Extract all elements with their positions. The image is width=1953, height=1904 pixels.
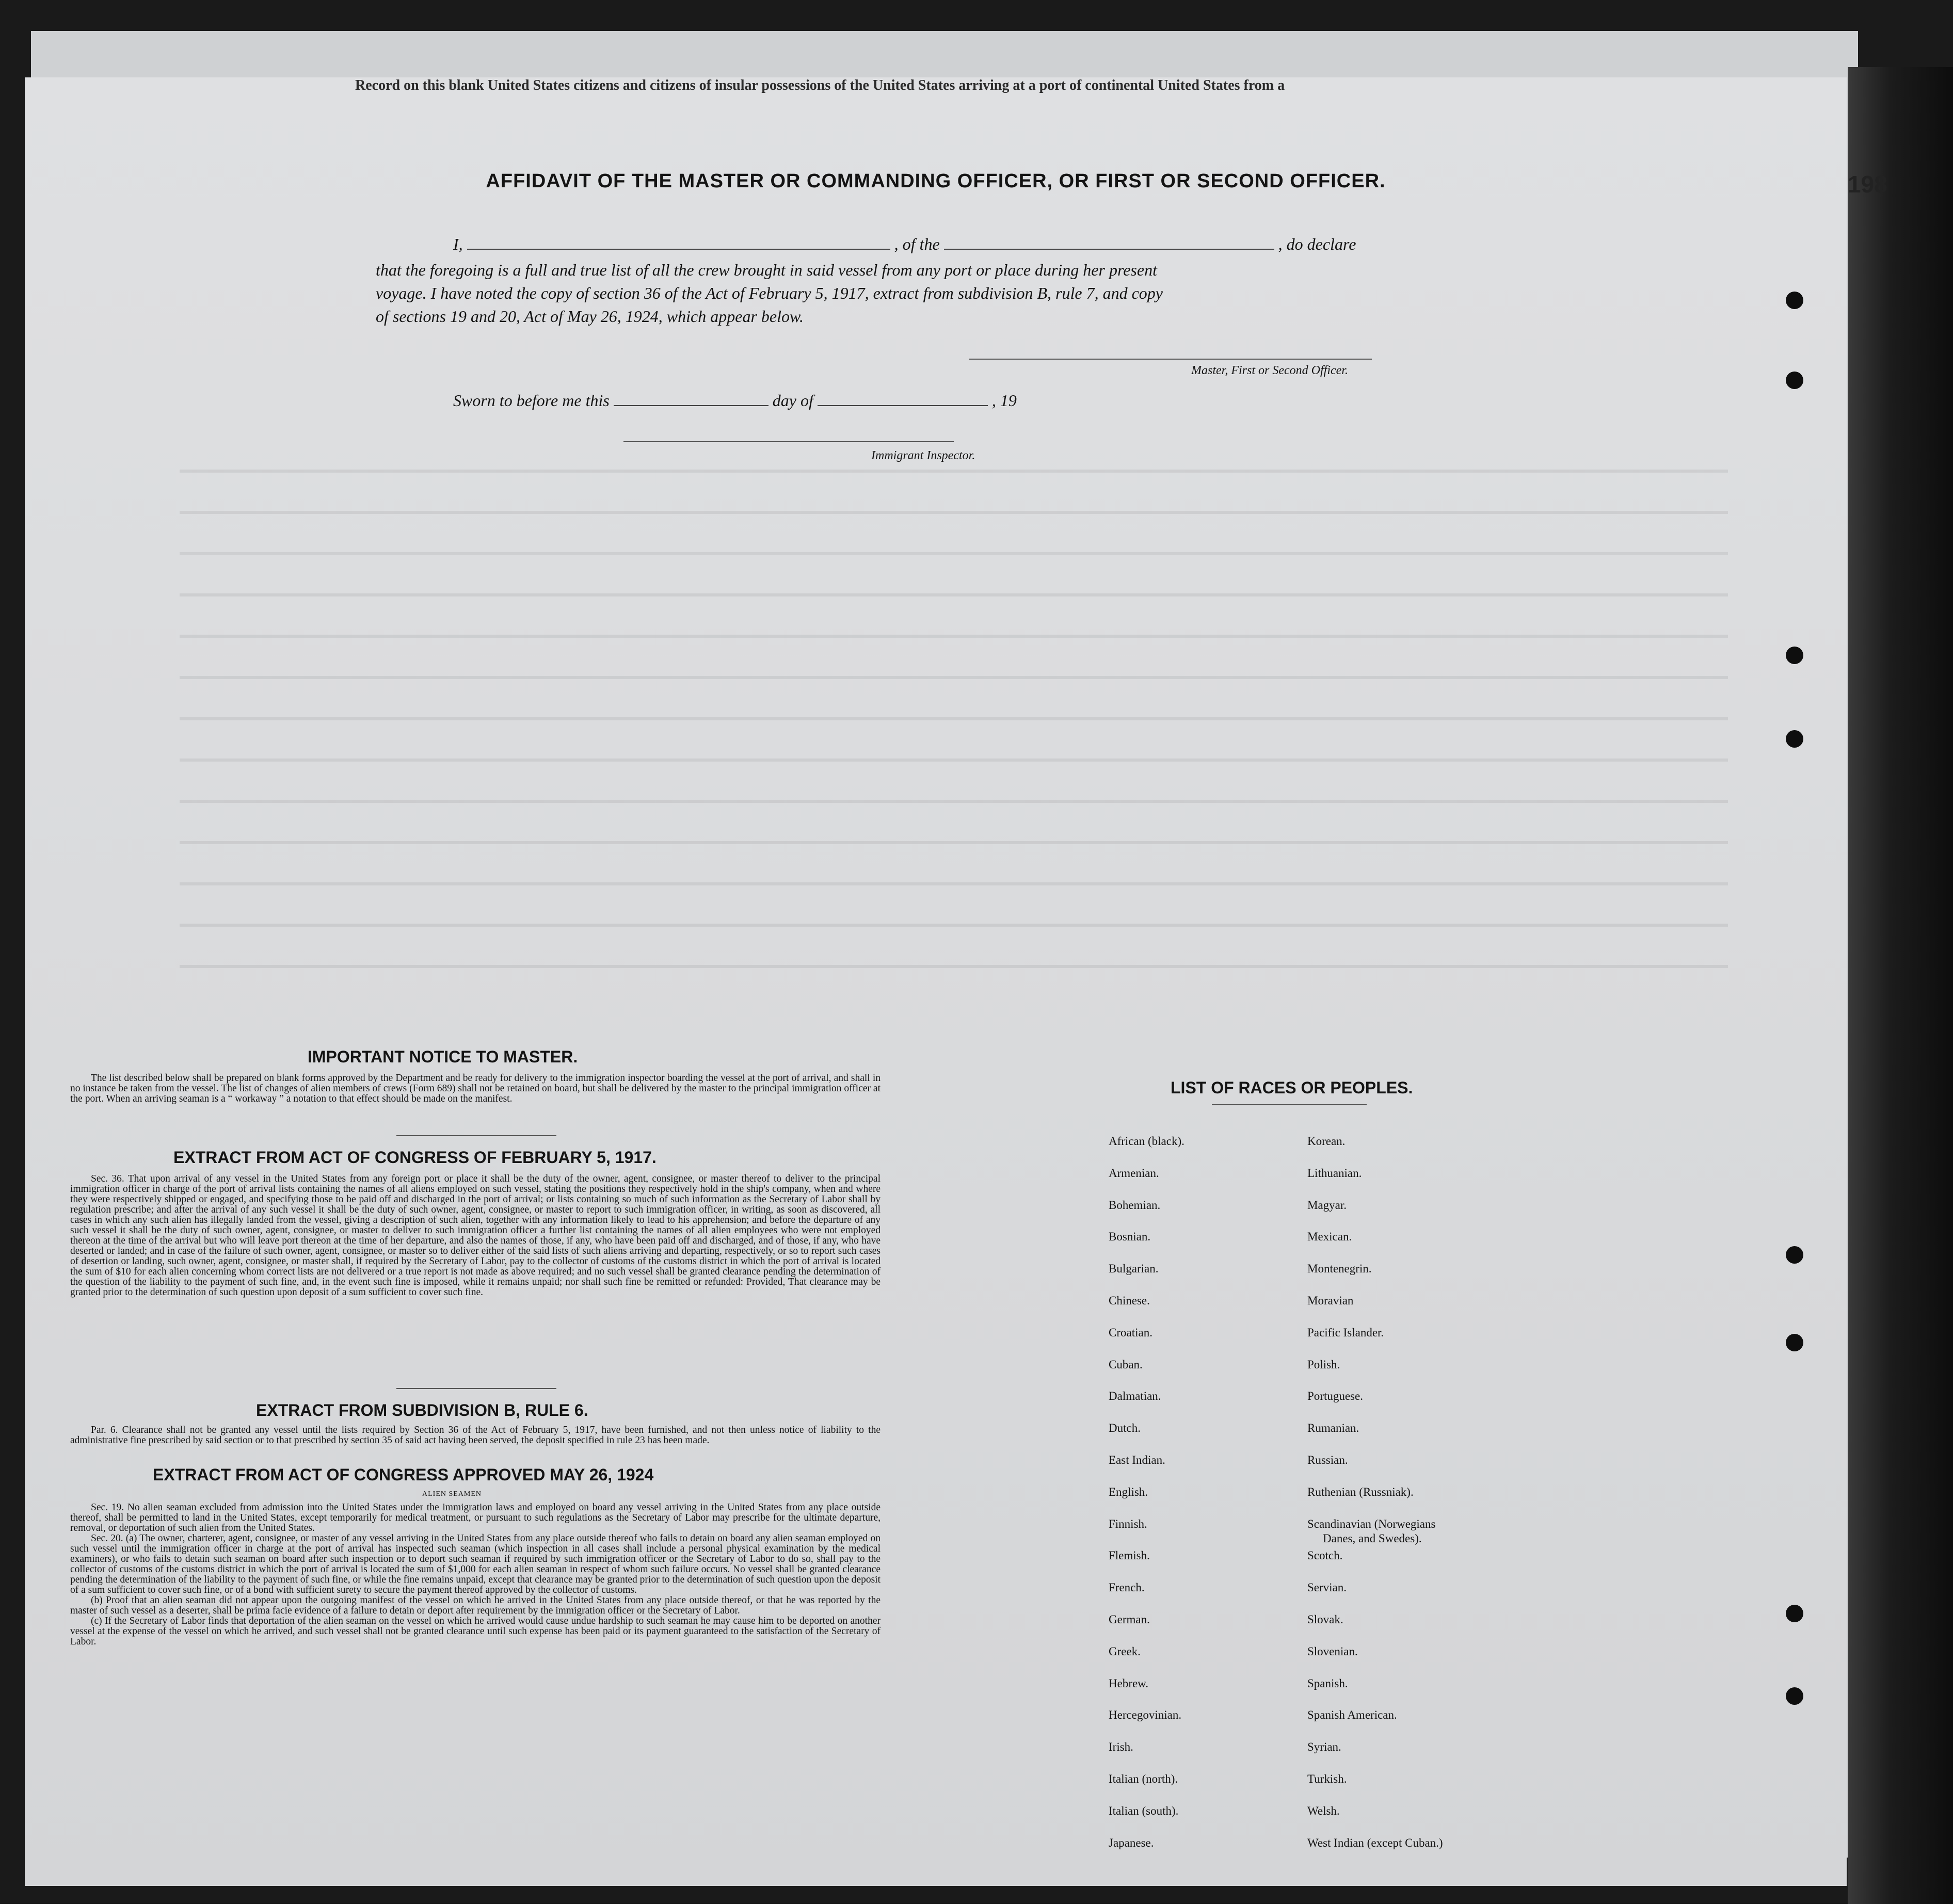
race-item: Armenian. xyxy=(1109,1166,1159,1180)
officer-caption: Master, First or Second Officer. xyxy=(1191,364,1348,377)
ghost-row xyxy=(180,470,1728,473)
race-item: East Indian. xyxy=(1109,1454,1165,1466)
extract-1924-body xyxy=(70,1503,881,1647)
race-item: Mexican. xyxy=(1307,1230,1352,1244)
sworn-text: Sworn to before me this xyxy=(453,391,610,410)
affidavit-title: AFFIDAVIT OF THE MASTER OR COMMANDING OFFICER, OR FIRST OR SECOND OFFICER. xyxy=(486,170,1386,192)
affidavit-line4: of sections 19 and 20, Act of May 26, 1924, which appear below. xyxy=(376,307,804,326)
sec20a-text: Sec. 20. (a) The owner, charterer, agent, consignee, or master of any vessel arriving in the United States from any place outside thereof who fails to detain on board any alien seaman employed on such vessel until the immigration officer in charge at the port of arrival has inspected such seaman (which inspection in all cases shall include a personal physical examination by the medical examiners), or who fails to detain such seaman on board after such inspection or to deport such seaman if required by such immigration officer or the Secretary of Labor to do so, shall pay to the collector of customs of the customs district in which the port of arrival is located the sum of $1,000 for each alien seaman in respect of whom such failure occurs. No vessel shall be granted clearance pending the determination of the liability to the payment of such fine, or while the fine remains unpaid, except that clearance may be granted prior to the determination of such question upon the deposit of a sum sufficient to cover such fine, or of a bond with sufficient surety to secure the payment thereof approved by the collector of customs. xyxy=(70,1533,881,1595)
header-strip: Record on this blank United States citizens and citizens of insular possessions of the United States arriving at a port of continental United States from a xyxy=(355,77,1285,93)
ghost-row xyxy=(180,924,1728,927)
notice-text: The list described below shall be prepared on blank forms approved by the Department and be ready for delivery to the immigration inspector boarding the vessel at the port of arrival, and shall in no instance be taken from the vessel. The list of changes of alien members of crews (Form 689) shall not be retained on board, but shall be delivered by the master to the principal immigration officer at the port. When an arriving seaman is a “ workaway ” a notation to that effect should be made on the manifest. xyxy=(70,1073,881,1104)
punch-hole xyxy=(1786,1687,1803,1705)
affidavit-line2: that the foregoing is a full and true list of all the crew brought in said vessel from any port or place during her present xyxy=(376,261,1157,279)
race-item: Bohemian. xyxy=(1109,1198,1161,1212)
notice-title: IMPORTANT NOTICE TO MASTER. xyxy=(308,1047,578,1066)
race-item: Irish. xyxy=(1109,1740,1133,1754)
race-item: Slovak. xyxy=(1307,1613,1343,1626)
sworn-month-blank xyxy=(818,392,988,406)
race-item: Welsh. xyxy=(1307,1804,1340,1817)
race-item: Slovenian. xyxy=(1307,1644,1358,1658)
race-item: Magyar. xyxy=(1307,1198,1347,1212)
race-item: Bulgarian. xyxy=(1109,1262,1159,1276)
par6-text: Par. 6. Clearance shall not be granted any vessel until the lists required by Section 36 of the Act of February 5, 1917, have been furnished, and not then unless notice of liability to the administrative fine prescribed by said section or to that prescribed by section 35 of said act having been served, the deposit specified in rule 23 has been made. xyxy=(70,1425,881,1446)
ghost-row xyxy=(180,552,1728,555)
punch-hole xyxy=(1786,292,1803,309)
extract-rule6-body xyxy=(70,1425,881,1446)
race-item: German. xyxy=(1109,1613,1150,1626)
inspector-signature-line xyxy=(623,441,954,442)
race-item: Croatian. xyxy=(1109,1326,1152,1339)
affidavit-line3: voyage. I have noted the copy of section 36 of the Act of February 5, 1917, extract from subdivision B, rule 7, and copy xyxy=(376,284,1163,302)
ghost-row xyxy=(180,635,1728,638)
race-item: Servian. xyxy=(1307,1581,1347,1594)
race-item: Spanish. xyxy=(1307,1676,1348,1690)
affidavit-line1 xyxy=(453,235,1356,254)
sworn-line xyxy=(453,391,1017,410)
ghost-row xyxy=(180,965,1728,968)
races-divider xyxy=(1212,1104,1367,1105)
race-item: Dalmatian. xyxy=(1109,1390,1161,1403)
punch-hole xyxy=(1786,647,1803,664)
name-blank xyxy=(467,235,890,250)
ghost-row xyxy=(180,800,1728,803)
divider xyxy=(396,1135,556,1136)
race-item: Japanese. xyxy=(1109,1836,1154,1849)
punch-hole xyxy=(1786,730,1803,748)
race-item: Scandinavian (Norwegians xyxy=(1307,1517,1436,1530)
notice-body xyxy=(70,1073,881,1104)
extract-1917-body xyxy=(70,1174,881,1298)
ghost-row xyxy=(180,593,1728,596)
race-item: Rumanian. xyxy=(1307,1422,1359,1435)
race-item: Flemish. xyxy=(1109,1549,1150,1562)
race-item: French. xyxy=(1109,1581,1145,1594)
race-item: Greek. xyxy=(1109,1644,1141,1658)
ghost-row xyxy=(180,717,1728,720)
sec36-text: Sec. 36. That upon arrival of any vessel in the United States from any foreign port or place it shall be the duty of the owner, agent, consignee, or master thereof to deliver to the principal immigration officer in charge of the port of arrival lists containing the names of all aliens employed on such vessel, stating the positions they respectively hold in the ship's company, when and where they were respectively shipped or engaged, and specifying those to be paid off and discharged in the port of arrival; or lists containing so much of such information as the Secretary of Labor shall by regulation prescribe; and after the arrival of any such vessel it shall be the duty of such owner, agent, consignee, or master to report to such immigration officer, in writing, as soon as discovered, all cases in which any such alien has illegally landed from the vessel, giving a description of such alien, together with any information likely to lead to his apprehension; and before the departure of any such vessel it shall be the duty of such owner, agent, consignee, or master to deliver to such immigration officer a further list containing the names of all alien employees who were not employed thereon at the time of the arrival but who will leave port thereon at the time of her departure, and also the names of those, if any, who have been paid off and discharged, and of those, if any, who have deserted or landed; and in case of the failure of such owner, agent, consignee, or master so to deliver either of the said lists of such aliens arriving and departing, respectively, or so to report such cases of desertion or landing, such owner, agent, consignee, or master shall, if required by the Secretary of Labor, pay to the collector of customs of the customs district in which the port of arrival is located the sum of $10 for each alien concerning whom correct lists are not delivered or a true report is not made as above required; and no such vessel shall be granted clearance pending the determination of the question of the liability to the payment of such fine, and, in the event such fine is imposed, while it remains unpaid; nor shall such fine be remitted or refunded: Provided, That clearance may be granted prior to the determination of such question upon deposit of a sum sufficient to cover such fine. xyxy=(70,1173,881,1298)
race-item: Portuguese. xyxy=(1307,1390,1363,1403)
punch-hole xyxy=(1786,1246,1803,1264)
race-item: Italian (south). xyxy=(1109,1804,1179,1817)
extract-1917-title: EXTRACT FROM ACT OF CONGRESS OF FEBRUARY 5, 1917. xyxy=(173,1148,657,1167)
ghost-row xyxy=(180,676,1728,679)
punch-hole xyxy=(1786,1334,1803,1351)
binder-edge xyxy=(1848,67,1953,1904)
affidavit-declare: , do declare xyxy=(1278,235,1356,253)
race-item: Chinese. xyxy=(1109,1294,1150,1307)
race-item: Scotch. xyxy=(1307,1549,1343,1562)
inspector-caption: Immigrant Inspector. xyxy=(871,449,975,462)
race-item: Italian (north). xyxy=(1109,1772,1178,1785)
race-item: Korean. xyxy=(1307,1135,1346,1148)
affidavit-i: I, xyxy=(453,235,463,253)
race-item: Turkish. xyxy=(1307,1772,1347,1785)
race-item: Cuban. xyxy=(1109,1358,1143,1371)
alien-seamen-subtitle: ALIEN SEAMEN xyxy=(422,1490,482,1498)
year-prefix: , 19 xyxy=(991,391,1017,410)
race-item: Hercegovinian. xyxy=(1109,1708,1182,1722)
race-item: English. xyxy=(1109,1485,1148,1498)
race-item: Lithuanian. xyxy=(1307,1166,1362,1180)
race-item: African (black). xyxy=(1109,1135,1184,1148)
officer-signature-line xyxy=(969,359,1372,360)
sec20c-text: (c) If the Secretary of Labor finds that deportation of the alien seaman on the vessel on which he arrived would cause undue hardship to such seaman he may cause him to be deported on another vessel at the expense of the vessel on which he arrived, and such vessel shall not be granted clearance until such expense has been paid or its payment guaranteed to the satisfaction of the Secretary of Labor. xyxy=(70,1616,881,1647)
races-title: LIST OF RACES OR PEOPLES. xyxy=(1171,1078,1413,1097)
race-item: Bosnian. xyxy=(1109,1230,1151,1244)
race-item: West Indian (except Cuban.) xyxy=(1307,1836,1443,1849)
race-item: Spanish American. xyxy=(1307,1708,1397,1722)
vessel-blank xyxy=(944,235,1274,250)
ghost-row xyxy=(180,759,1728,762)
race-item: Ruthenian (Russniak). xyxy=(1307,1485,1414,1498)
ghost-row xyxy=(180,511,1728,514)
sec19-text: Sec. 19. No alien seaman excluded from admission into the United States under the immigration laws and employed on board any vessel arriving in the United States from any place outside thereof, shall be permitted to land in the United States, except temporarily for medical treatment, or pursuant to such regulations as the Secretary of Labor may prescribe for the ultimate departure, removal, or deportation of such alien from the United States. xyxy=(70,1502,881,1534)
sworn-day-blank xyxy=(614,392,769,406)
manifest-page xyxy=(25,77,1847,1886)
extract-rule6-title: EXTRACT FROM SUBDIVISION B, RULE 6. xyxy=(256,1401,588,1419)
race-item: Dutch. xyxy=(1109,1422,1141,1435)
ghost-row xyxy=(180,841,1728,844)
sec20b-text: (b) Proof that an alien seaman did not appear upon the outgoing manifest of the vessel on which he arrived in the United States from any place outside thereof, or that he was reported by the master of such vessel as a deserter, shall be prima facie evidence of a failure to detain or deport after requirement by the immigration officer or the Secretary of Labor. xyxy=(70,1595,881,1616)
race-item: Syrian. xyxy=(1307,1740,1341,1754)
race-item: Moravian xyxy=(1307,1294,1354,1307)
race-item: Danes, and Swedes). xyxy=(1323,1531,1422,1545)
ghost-row xyxy=(180,882,1728,885)
affidavit-of-the: , of the xyxy=(894,235,940,253)
day-of-text: day of xyxy=(772,391,813,410)
divider xyxy=(396,1388,556,1389)
race-item: Finnish. xyxy=(1109,1517,1147,1530)
race-item: Montenegrin. xyxy=(1307,1262,1372,1276)
race-item: Polish. xyxy=(1307,1358,1340,1371)
race-item: Hebrew. xyxy=(1109,1676,1149,1690)
page-number: 198 xyxy=(1848,171,1887,198)
punch-hole xyxy=(1786,1605,1803,1622)
punch-hole xyxy=(1786,372,1803,389)
extract-1924-title: EXTRACT FROM ACT OF CONGRESS APPROVED MAY 26, 1924 xyxy=(153,1465,654,1484)
race-item: Russian. xyxy=(1307,1454,1348,1466)
race-item: Pacific Islander. xyxy=(1307,1326,1384,1339)
